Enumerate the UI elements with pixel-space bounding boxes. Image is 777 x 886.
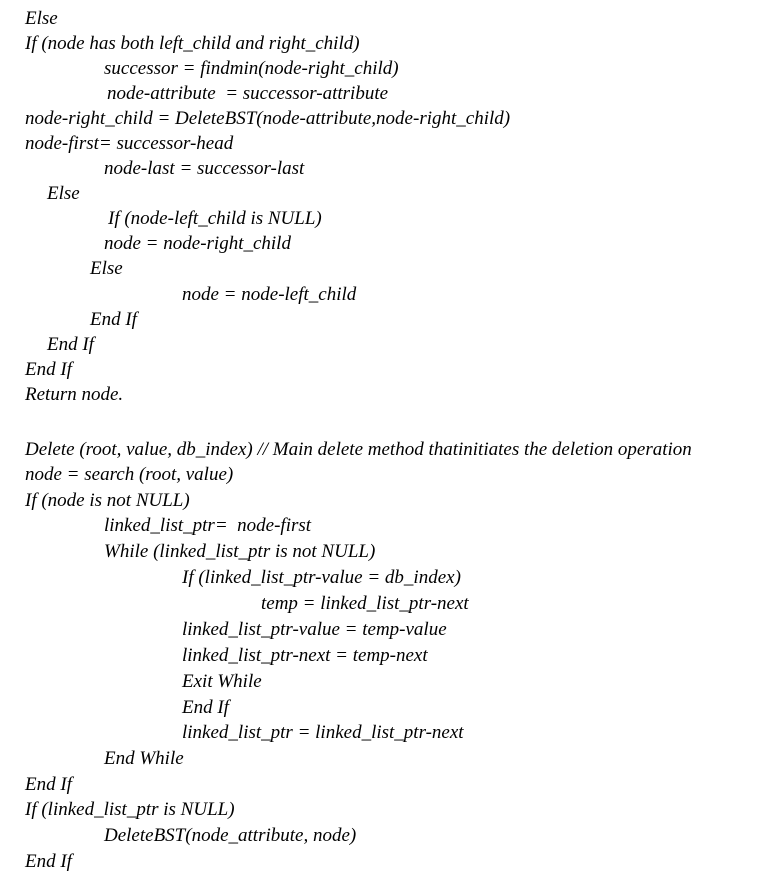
code-line: linked_list_ptr-value = temp-value xyxy=(182,619,447,640)
code-line: Else xyxy=(90,258,123,279)
code-line: If (linked_list_ptr is NULL) xyxy=(25,799,235,820)
code-line: If (node-left_child is NULL) xyxy=(108,208,322,229)
code-line: node-attribute = successor-attribute xyxy=(107,83,389,104)
code-line: node = search (root, value) xyxy=(25,464,234,485)
code-line: node = node-left_child xyxy=(182,284,357,305)
code-line: successor = findmin(node-right_child) xyxy=(104,58,399,79)
code-line: linked_list_ptr-next = temp-next xyxy=(182,645,428,666)
code-line: temp = linked_list_ptr-next xyxy=(261,593,469,614)
code-line: If (linked_list_ptr-value = db_index) xyxy=(182,567,461,588)
code-line: node = node-right_child xyxy=(104,233,291,254)
code-line: End If xyxy=(90,309,137,330)
code-line: End If xyxy=(47,334,94,355)
code-line: Delete (root, value, db_index) // Main delete method thatinitiates the deletion operation xyxy=(25,439,692,460)
code-line: End If xyxy=(182,697,229,718)
code-line: Else xyxy=(47,183,80,204)
code-line: End While xyxy=(104,748,184,769)
code-line: If (node is not NULL) xyxy=(25,490,190,511)
code-line: Exit While xyxy=(182,671,262,692)
code-line: Return node. xyxy=(25,384,124,405)
code-line: While (linked_list_ptr is not NULL) xyxy=(104,541,376,562)
code-line: linked_list_ptr= node-first xyxy=(104,515,312,536)
code-line: node-last = successor-last xyxy=(104,158,305,179)
code-line: node-first= successor-head xyxy=(25,133,234,154)
code-line: node-right_child = DeleteBST(node-attribute,node-right_child) xyxy=(25,108,511,129)
code-line: If (node has both left_child and right_child) xyxy=(25,33,360,54)
code-line: linked_list_ptr = linked_list_ptr-next xyxy=(182,722,464,743)
code-line: End If xyxy=(25,774,72,795)
code-line: End If xyxy=(25,851,72,872)
code-line: Else xyxy=(25,8,58,29)
code-line: DeleteBST(node_attribute, node) xyxy=(104,825,357,846)
code-line: End If xyxy=(25,359,72,380)
